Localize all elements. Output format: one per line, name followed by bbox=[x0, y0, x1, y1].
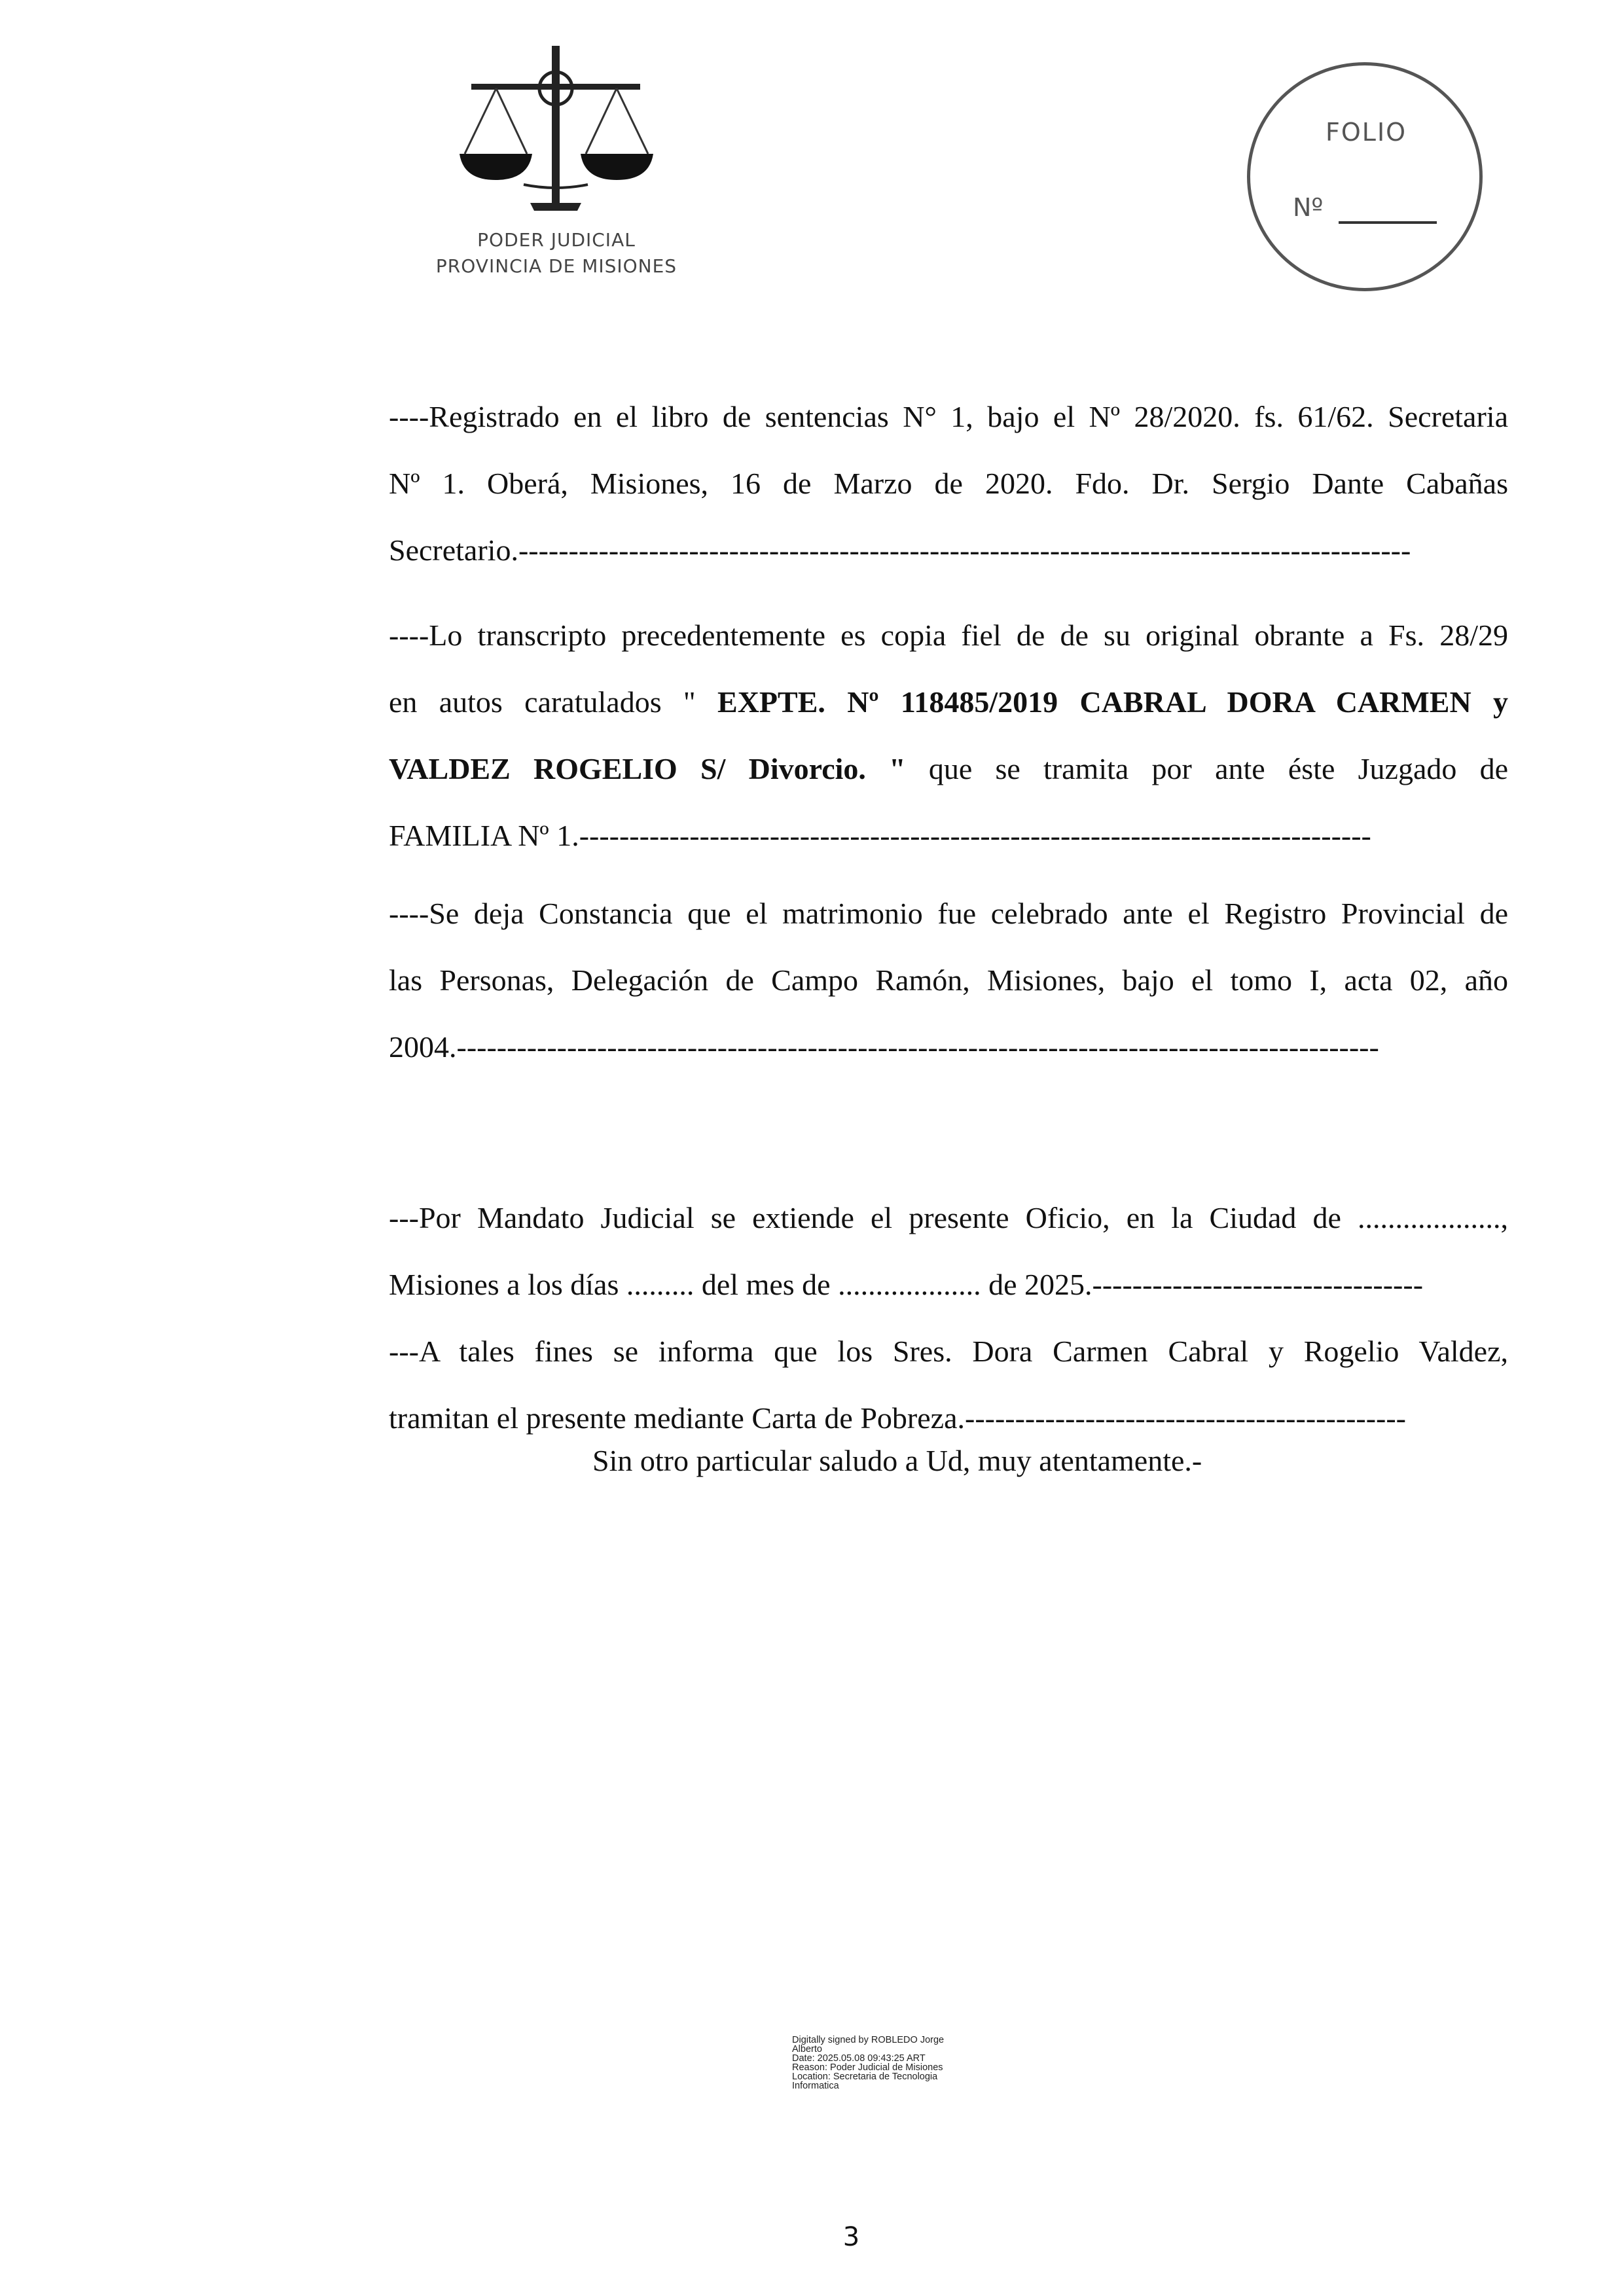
scales-of-justice-icon bbox=[445, 39, 668, 216]
paragraph-line: 2004.-------------------------------------------------------------------------------------------- bbox=[389, 1030, 1379, 1064]
org-name-line-1: PODER JUDICIAL bbox=[477, 229, 636, 251]
org-name-line-2: PROVINCIA DE MISIONES bbox=[435, 255, 677, 277]
folio-number-blank bbox=[1339, 221, 1437, 224]
paragraph-line bbox=[389, 669, 1508, 736]
paragraph-line: ---Por Mandato Judicial se extiende el presente Oficio, en la Ciudad de ..................., bbox=[389, 1201, 1508, 1234]
case-title-bold-continued: VALDEZ ROGELIO S/ Divorcio. " bbox=[389, 752, 906, 785]
paragraph-line bbox=[389, 736, 1508, 802]
closing-salutation: Sin otro particular saludo a Ud, muy atentamente.- bbox=[592, 1444, 1202, 1477]
paragraph-line: Secretario.----------------------------------------------------------------------------------------- bbox=[389, 533, 1411, 567]
folio-stamp bbox=[1247, 62, 1483, 291]
paragraph-line: Misiones a los días ......... del mes de ................... de 2025.--------------------------------- bbox=[389, 1268, 1424, 1301]
paragraph-line: ----Registrado en el libro de sentencias N° 1, bajo el Nº 28/2020. fs. 61/62. Secretaria bbox=[389, 400, 1508, 433]
case-intro-text: en autos caratulados " bbox=[389, 685, 718, 719]
paragraph-line: ----Se deja Constancia que el matrimonio fue celebrado ante el Registro Provincial de bbox=[389, 897, 1508, 930]
folio-number-label: Nº bbox=[1293, 193, 1324, 222]
registration-paragraph bbox=[389, 384, 1508, 584]
signature-line: Informatica bbox=[792, 2081, 839, 2091]
signature-line: Reason: Poder Judicial de Misiones bbox=[792, 2062, 943, 2073]
paragraph-line: ----Lo transcripto precedentemente es copia fiel de de su original obrante a Fs. 28/29 bbox=[389, 619, 1508, 652]
signature-line: Date: 2025.05.08 09:43:25 ART bbox=[792, 2053, 926, 2064]
signature-line: Alberto bbox=[792, 2044, 822, 2054]
marriage-record-paragraph bbox=[389, 880, 1508, 1081]
judicial-emblem bbox=[412, 39, 700, 295]
court-text: que se tramita por ante éste Juzgado de bbox=[905, 752, 1508, 785]
mandate-paragraph bbox=[389, 1185, 1508, 1452]
case-title-bold: EXPTE. Nº 118485/2019 CABRAL DORA CARMEN y bbox=[717, 685, 1508, 719]
page-number: 3 bbox=[842, 2222, 860, 2252]
signature-line: Location: Secretaria de Tecnologia bbox=[792, 2072, 938, 2082]
digital-signature bbox=[792, 2036, 1028, 2090]
paragraph-line: FAMILIA Nº 1.------------------------------------------------------------------------------- bbox=[389, 819, 1371, 852]
signature-line: Digitally signed by ROBLEDO Jorge bbox=[792, 2035, 945, 2045]
paragraph-line: las Personas, Delegación de Campo Ramón, Misiones, bajo el tomo I, acta 02, año bbox=[389, 963, 1508, 997]
folio-title: FOLIO bbox=[1326, 118, 1407, 147]
paragraph-line: tramitan el presente mediante Carta de Pobreza.-------------------------------------------- bbox=[389, 1401, 1407, 1435]
paragraph-line: Nº 1. Oberá, Misiones, 16 de Marzo de 2020. Fdo. Dr. Sergio Dante Cabañas bbox=[389, 467, 1508, 500]
paragraph-line: ---A tales fines se informa que los Sres. Dora Carmen Cabral y Rogelio Valdez, bbox=[389, 1335, 1508, 1368]
transcription-paragraph bbox=[389, 602, 1508, 869]
